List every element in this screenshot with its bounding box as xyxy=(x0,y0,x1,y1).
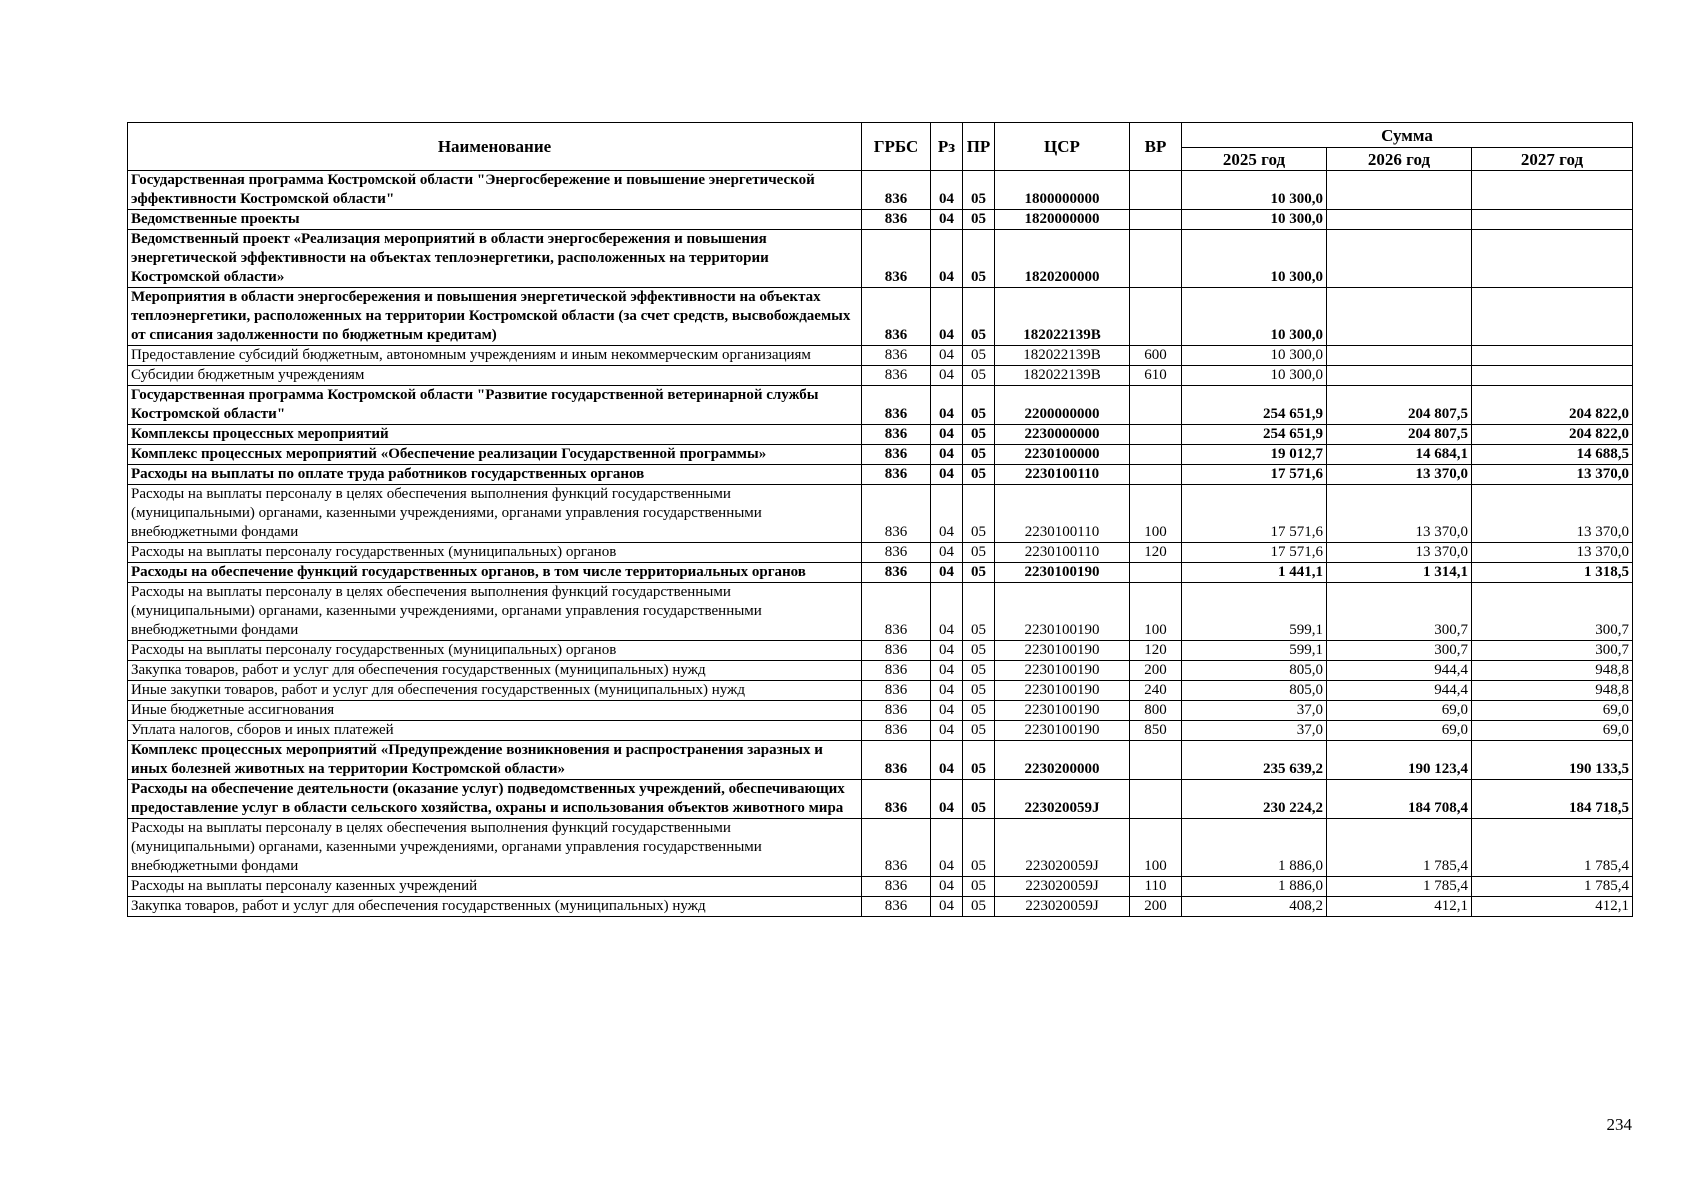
cell-csr: 2200000000 xyxy=(995,386,1130,425)
cell-pr: 05 xyxy=(963,171,995,210)
cell-vr xyxy=(1130,465,1182,485)
cell-y2026 xyxy=(1327,346,1472,366)
cell-csr: 1820000000 xyxy=(995,210,1130,230)
cell-vr xyxy=(1130,230,1182,288)
cell-y2026: 944,4 xyxy=(1327,661,1472,681)
cell-y2026: 944,4 xyxy=(1327,681,1472,701)
cell-name: Расходы на выплаты по оплате труда работников государственных органов xyxy=(128,465,862,485)
cell-grbs: 836 xyxy=(862,485,931,543)
cell-name: Ведомственный проект «Реализация мероприятий в области энергосбережения и повышения энергетической эффективности на объектах теплоэнергетики, расположенных на территории Костромской области» xyxy=(128,230,862,288)
cell-y2027: 412,1 xyxy=(1472,897,1633,917)
cell-grbs: 836 xyxy=(862,288,931,346)
cell-y2027 xyxy=(1472,288,1633,346)
cell-csr: 2230100110 xyxy=(995,485,1130,543)
cell-csr: 2230100190 xyxy=(995,661,1130,681)
table-row xyxy=(128,721,1633,741)
cell-grbs: 836 xyxy=(862,563,931,583)
cell-grbs: 836 xyxy=(862,641,931,661)
cell-rz: 04 xyxy=(931,701,963,721)
cell-rz: 04 xyxy=(931,346,963,366)
cell-y2027: 184 718,5 xyxy=(1472,780,1633,819)
cell-pr: 05 xyxy=(963,563,995,583)
cell-pr: 05 xyxy=(963,661,995,681)
cell-csr: 223020059J xyxy=(995,897,1130,917)
cell-name: Расходы на выплаты персоналу в целях обеспечения выполнения функций государственными (муниципальными) органами, казенными учреждениями, органами управления государственными внебюджетными фондами xyxy=(128,485,862,543)
cell-y2027: 948,8 xyxy=(1472,661,1633,681)
cell-y2025: 235 639,2 xyxy=(1182,741,1327,780)
cell-name: Иные бюджетные ассигнования xyxy=(128,701,862,721)
cell-y2026: 412,1 xyxy=(1327,897,1472,917)
table-row xyxy=(128,543,1633,563)
cell-vr: 200 xyxy=(1130,897,1182,917)
table-row xyxy=(128,465,1633,485)
cell-rz: 04 xyxy=(931,721,963,741)
cell-vr: 240 xyxy=(1130,681,1182,701)
table-row xyxy=(128,485,1633,543)
header-name: Наименование xyxy=(128,123,862,171)
header-csr: ЦСР xyxy=(995,123,1130,171)
cell-csr: 2230100190 xyxy=(995,641,1130,661)
table-row xyxy=(128,563,1633,583)
cell-csr: 223020059J xyxy=(995,819,1130,877)
cell-csr: 2230100110 xyxy=(995,465,1130,485)
cell-y2027: 300,7 xyxy=(1472,583,1633,641)
cell-pr: 05 xyxy=(963,465,995,485)
cell-y2025: 17 571,6 xyxy=(1182,465,1327,485)
cell-name: Государственная программа Костромской области "Развитие государственной ветеринарной службы Костромской области" xyxy=(128,386,862,425)
cell-rz: 04 xyxy=(931,819,963,877)
cell-vr: 100 xyxy=(1130,583,1182,641)
cell-vr: 610 xyxy=(1130,366,1182,386)
cell-name: Расходы на выплаты персоналу государственных (муниципальных) органов xyxy=(128,641,862,661)
cell-name: Ведомственные проекты xyxy=(128,210,862,230)
cell-y2025: 10 300,0 xyxy=(1182,346,1327,366)
cell-vr xyxy=(1130,780,1182,819)
cell-y2025: 1 886,0 xyxy=(1182,819,1327,877)
cell-y2026: 1 314,1 xyxy=(1327,563,1472,583)
cell-y2027: 948,8 xyxy=(1472,681,1633,701)
cell-name: Комплексы процессных мероприятий xyxy=(128,425,862,445)
cell-vr: 100 xyxy=(1130,819,1182,877)
cell-y2025: 17 571,6 xyxy=(1182,543,1327,563)
header-grbs: ГРБС xyxy=(862,123,931,171)
cell-vr xyxy=(1130,210,1182,230)
cell-y2027: 204 822,0 xyxy=(1472,425,1633,445)
cell-pr: 05 xyxy=(963,210,995,230)
page-number: 234 xyxy=(1606,1115,1632,1134)
cell-y2025: 230 224,2 xyxy=(1182,780,1327,819)
cell-csr: 2230200000 xyxy=(995,741,1130,780)
cell-vr: 120 xyxy=(1130,543,1182,563)
cell-y2027: 69,0 xyxy=(1472,701,1633,721)
cell-pr: 05 xyxy=(963,386,995,425)
cell-name: Иные закупки товаров, работ и услуг для обеспечения государственных (муниципальных) нужд xyxy=(128,681,862,701)
table-row xyxy=(128,366,1633,386)
cell-rz: 04 xyxy=(931,445,963,465)
cell-rz: 04 xyxy=(931,485,963,543)
cell-grbs: 836 xyxy=(862,445,931,465)
cell-rz: 04 xyxy=(931,465,963,485)
cell-name: Расходы на обеспечение функций государственных органов, в том числе территориальных органов xyxy=(128,563,862,583)
cell-vr xyxy=(1130,425,1182,445)
cell-rz: 04 xyxy=(931,366,963,386)
cell-vr: 600 xyxy=(1130,346,1182,366)
cell-y2025: 10 300,0 xyxy=(1182,230,1327,288)
cell-pr: 05 xyxy=(963,877,995,897)
cell-csr: 2230100190 xyxy=(995,583,1130,641)
cell-csr: 223020059J xyxy=(995,780,1130,819)
cell-pr: 05 xyxy=(963,366,995,386)
table-row xyxy=(128,445,1633,465)
cell-pr: 05 xyxy=(963,897,995,917)
cell-y2025: 17 571,6 xyxy=(1182,485,1327,543)
cell-grbs: 836 xyxy=(862,780,931,819)
cell-y2027 xyxy=(1472,171,1633,210)
cell-pr: 05 xyxy=(963,741,995,780)
cell-y2025: 10 300,0 xyxy=(1182,288,1327,346)
cell-name: Расходы на выплаты персоналу в целях обеспечения выполнения функций государственными (муниципальными) органами, казенными учреждениями, органами управления государственными внебюджетными фондами xyxy=(128,583,862,641)
cell-rz: 04 xyxy=(931,425,963,445)
cell-grbs: 836 xyxy=(862,819,931,877)
cell-name: Расходы на обеспечение деятельности (оказание услуг) подведомственных учреждений, обеспечивающих предоставление услуг в области сельского хозяйства, охраны и использования объектов животного мира xyxy=(128,780,862,819)
budget-table xyxy=(127,122,1633,917)
cell-y2025: 254 651,9 xyxy=(1182,425,1327,445)
cell-grbs: 836 xyxy=(862,230,931,288)
cell-y2026: 204 807,5 xyxy=(1327,425,1472,445)
cell-y2026: 13 370,0 xyxy=(1327,543,1472,563)
cell-y2025: 408,2 xyxy=(1182,897,1327,917)
cell-grbs: 836 xyxy=(862,171,931,210)
table-body xyxy=(128,171,1633,917)
cell-csr: 2230100190 xyxy=(995,721,1130,741)
cell-y2026: 13 370,0 xyxy=(1327,485,1472,543)
cell-pr: 05 xyxy=(963,485,995,543)
cell-vr: 800 xyxy=(1130,701,1182,721)
cell-grbs: 836 xyxy=(862,721,931,741)
table-header xyxy=(128,123,1633,171)
cell-y2027: 1 318,5 xyxy=(1472,563,1633,583)
cell-y2025: 10 300,0 xyxy=(1182,171,1327,210)
cell-name: Закупка товаров, работ и услуг для обеспечения государственных (муниципальных) нужд xyxy=(128,661,862,681)
table-row xyxy=(128,346,1633,366)
cell-pr: 05 xyxy=(963,425,995,445)
cell-y2026 xyxy=(1327,210,1472,230)
cell-grbs: 836 xyxy=(862,897,931,917)
cell-y2025: 805,0 xyxy=(1182,661,1327,681)
cell-vr: 850 xyxy=(1130,721,1182,741)
cell-name: Мероприятия в области энергосбережения и повышения энергетической эффективности на объектах теплоэнергетики, расположенных на территории Костромской области (за счет средств, высвобождаемых от списания задолженности по бюджетным кредитам) xyxy=(128,288,862,346)
header-rz: Рз xyxy=(931,123,963,171)
cell-grbs: 836 xyxy=(862,386,931,425)
cell-rz: 04 xyxy=(931,641,963,661)
cell-rz: 04 xyxy=(931,741,963,780)
cell-y2026: 184 708,4 xyxy=(1327,780,1472,819)
cell-pr: 05 xyxy=(963,230,995,288)
cell-vr xyxy=(1130,171,1182,210)
cell-rz: 04 xyxy=(931,681,963,701)
cell-grbs: 836 xyxy=(862,366,931,386)
cell-grbs: 836 xyxy=(862,346,931,366)
table-row xyxy=(128,780,1633,819)
table-row xyxy=(128,897,1633,917)
cell-y2025: 37,0 xyxy=(1182,721,1327,741)
table-row xyxy=(128,877,1633,897)
cell-y2027: 14 688,5 xyxy=(1472,445,1633,465)
cell-grbs: 836 xyxy=(862,210,931,230)
cell-y2026 xyxy=(1327,288,1472,346)
table-row xyxy=(128,583,1633,641)
header-2027: 2027 год xyxy=(1472,148,1633,171)
cell-y2026 xyxy=(1327,230,1472,288)
cell-grbs: 836 xyxy=(862,583,931,641)
cell-y2027 xyxy=(1472,366,1633,386)
header-sum: Сумма xyxy=(1182,123,1633,148)
cell-name: Закупка товаров, работ и услуг для обеспечения государственных (муниципальных) нужд xyxy=(128,897,862,917)
cell-rz: 04 xyxy=(931,563,963,583)
header-2025: 2025 год xyxy=(1182,148,1327,171)
cell-y2025: 254 651,9 xyxy=(1182,386,1327,425)
cell-name: Расходы на выплаты персоналу казенных учреждений xyxy=(128,877,862,897)
cell-y2027: 13 370,0 xyxy=(1472,543,1633,563)
cell-rz: 04 xyxy=(931,543,963,563)
cell-rz: 04 xyxy=(931,386,963,425)
cell-pr: 05 xyxy=(963,346,995,366)
cell-grbs: 836 xyxy=(862,465,931,485)
cell-name: Субсидии бюджетным учреждениям xyxy=(128,366,862,386)
cell-y2027: 190 133,5 xyxy=(1472,741,1633,780)
cell-y2027: 1 785,4 xyxy=(1472,819,1633,877)
cell-name: Расходы на выплаты персоналу государственных (муниципальных) органов xyxy=(128,543,862,563)
cell-name: Комплекс процессных мероприятий «Обеспечение реализации Государственной программы» xyxy=(128,445,862,465)
header-2026: 2026 год xyxy=(1327,148,1472,171)
cell-csr: 2230000000 xyxy=(995,425,1130,445)
cell-vr xyxy=(1130,288,1182,346)
table-row xyxy=(128,641,1633,661)
table-row xyxy=(128,288,1633,346)
cell-rz: 04 xyxy=(931,230,963,288)
cell-y2027: 13 370,0 xyxy=(1472,465,1633,485)
table-row xyxy=(128,210,1633,230)
cell-rz: 04 xyxy=(931,583,963,641)
cell-vr: 110 xyxy=(1130,877,1182,897)
table-row xyxy=(128,386,1633,425)
cell-y2026: 204 807,5 xyxy=(1327,386,1472,425)
cell-y2027: 300,7 xyxy=(1472,641,1633,661)
cell-grbs: 836 xyxy=(862,741,931,780)
cell-csr: 182022139В xyxy=(995,288,1130,346)
cell-csr: 223020059J xyxy=(995,877,1130,897)
cell-y2025: 10 300,0 xyxy=(1182,366,1327,386)
cell-csr: 2230100000 xyxy=(995,445,1130,465)
table-row xyxy=(128,661,1633,681)
cell-pr: 05 xyxy=(963,701,995,721)
cell-y2026: 14 684,1 xyxy=(1327,445,1472,465)
cell-grbs: 836 xyxy=(862,425,931,445)
cell-csr: 1800000000 xyxy=(995,171,1130,210)
cell-pr: 05 xyxy=(963,819,995,877)
cell-y2025: 10 300,0 xyxy=(1182,210,1327,230)
cell-y2027: 69,0 xyxy=(1472,721,1633,741)
cell-rz: 04 xyxy=(931,288,963,346)
cell-y2025: 599,1 xyxy=(1182,641,1327,661)
cell-csr: 2230100110 xyxy=(995,543,1130,563)
cell-csr: 2230100190 xyxy=(995,681,1130,701)
header-vr: ВР xyxy=(1130,123,1182,171)
cell-vr: 100 xyxy=(1130,485,1182,543)
cell-pr: 05 xyxy=(963,288,995,346)
cell-y2025: 1 441,1 xyxy=(1182,563,1327,583)
cell-y2026: 13 370,0 xyxy=(1327,465,1472,485)
cell-name: Расходы на выплаты персоналу в целях обеспечения выполнения функций государственными (муниципальными) органами, казенными учреждениями, органами управления государственными внебюджетными фондами xyxy=(128,819,862,877)
cell-y2027: 13 370,0 xyxy=(1472,485,1633,543)
cell-pr: 05 xyxy=(963,780,995,819)
cell-name: Предоставление субсидий бюджетным, автономным учреждениям и иным некоммерческим организациям xyxy=(128,346,862,366)
cell-y2027: 204 822,0 xyxy=(1472,386,1633,425)
cell-pr: 05 xyxy=(963,641,995,661)
cell-name: Уплата налогов, сборов и иных платежей xyxy=(128,721,862,741)
table-row xyxy=(128,171,1633,210)
cell-grbs: 836 xyxy=(862,681,931,701)
cell-csr: 2230100190 xyxy=(995,563,1130,583)
cell-rz: 04 xyxy=(931,661,963,681)
cell-csr: 182022139В xyxy=(995,366,1130,386)
cell-grbs: 836 xyxy=(862,543,931,563)
table-row xyxy=(128,701,1633,721)
cell-vr xyxy=(1130,445,1182,465)
cell-vr xyxy=(1130,741,1182,780)
cell-y2027 xyxy=(1472,346,1633,366)
cell-pr: 05 xyxy=(963,445,995,465)
cell-rz: 04 xyxy=(931,780,963,819)
cell-rz: 04 xyxy=(931,897,963,917)
cell-y2026: 1 785,4 xyxy=(1327,819,1472,877)
cell-y2027 xyxy=(1472,210,1633,230)
cell-pr: 05 xyxy=(963,583,995,641)
cell-y2025: 805,0 xyxy=(1182,681,1327,701)
cell-y2025: 599,1 xyxy=(1182,583,1327,641)
table-row xyxy=(128,425,1633,445)
table-row xyxy=(128,741,1633,780)
table-row xyxy=(128,819,1633,877)
cell-y2025: 19 012,7 xyxy=(1182,445,1327,465)
cell-grbs: 836 xyxy=(862,877,931,897)
cell-name: Комплекс процессных мероприятий «Предупреждение возникновения и распространения заразных и иных болезней животных на территории Костромской области» xyxy=(128,741,862,780)
cell-pr: 05 xyxy=(963,543,995,563)
cell-vr: 200 xyxy=(1130,661,1182,681)
cell-y2027 xyxy=(1472,230,1633,288)
cell-rz: 04 xyxy=(931,171,963,210)
cell-csr: 2230100190 xyxy=(995,701,1130,721)
cell-y2026 xyxy=(1327,366,1472,386)
cell-rz: 04 xyxy=(931,210,963,230)
cell-y2026: 69,0 xyxy=(1327,721,1472,741)
cell-pr: 05 xyxy=(963,681,995,701)
cell-y2025: 1 886,0 xyxy=(1182,877,1327,897)
cell-grbs: 836 xyxy=(862,661,931,681)
cell-csr: 1820200000 xyxy=(995,230,1130,288)
cell-y2026: 69,0 xyxy=(1327,701,1472,721)
cell-name: Государственная программа Костромской области "Энергосбережение и повышение энергетической эффективности Костромской области" xyxy=(128,171,862,210)
cell-y2025: 37,0 xyxy=(1182,701,1327,721)
cell-vr xyxy=(1130,563,1182,583)
cell-vr: 120 xyxy=(1130,641,1182,661)
cell-y2026: 190 123,4 xyxy=(1327,741,1472,780)
header-pr: ПР xyxy=(963,123,995,171)
cell-grbs: 836 xyxy=(862,701,931,721)
table-row xyxy=(128,230,1633,288)
cell-y2026: 1 785,4 xyxy=(1327,877,1472,897)
cell-vr xyxy=(1130,386,1182,425)
cell-y2026 xyxy=(1327,171,1472,210)
table-row xyxy=(128,681,1633,701)
cell-csr: 182022139В xyxy=(995,346,1130,366)
cell-y2026: 300,7 xyxy=(1327,583,1472,641)
cell-rz: 04 xyxy=(931,877,963,897)
cell-y2027: 1 785,4 xyxy=(1472,877,1633,897)
cell-pr: 05 xyxy=(963,721,995,741)
cell-y2026: 300,7 xyxy=(1327,641,1472,661)
